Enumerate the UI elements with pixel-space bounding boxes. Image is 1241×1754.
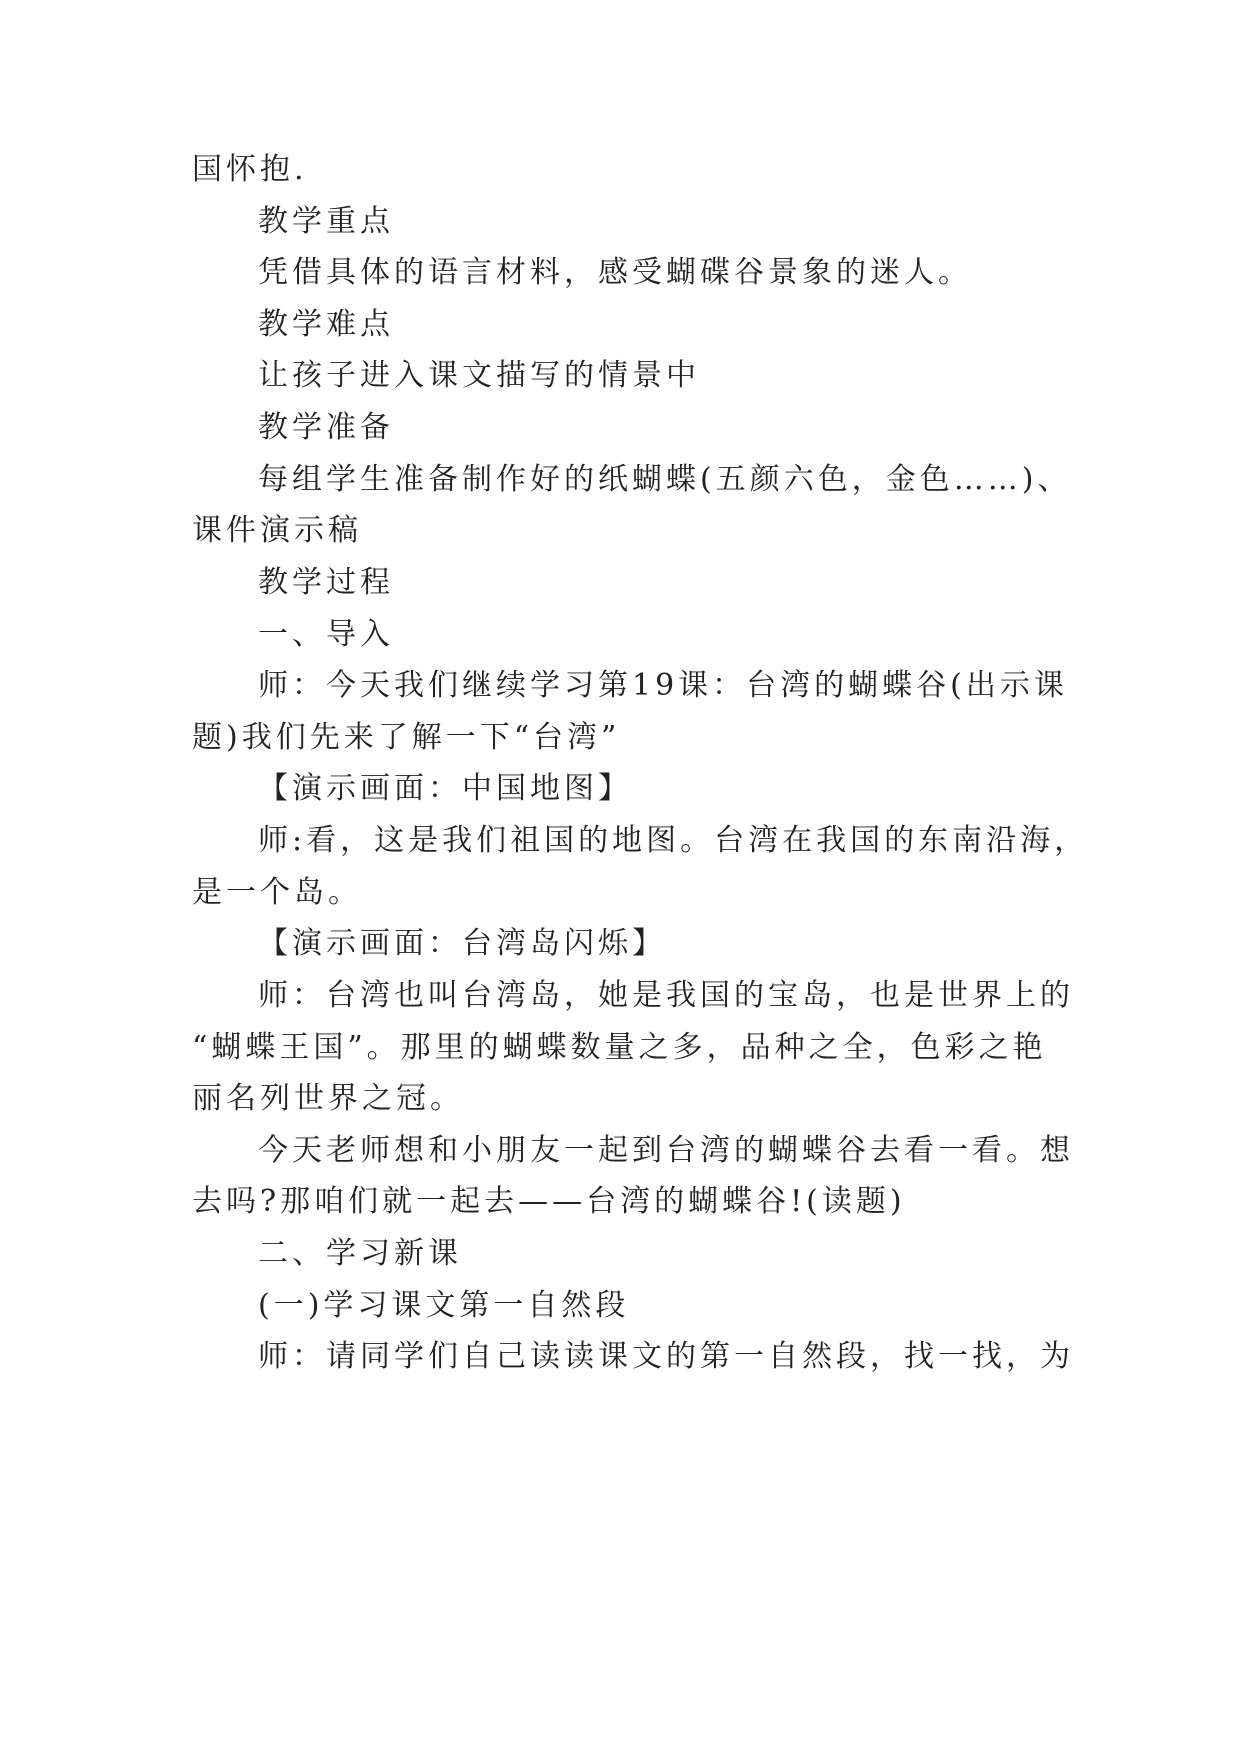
section-heading: 教学难点 bbox=[258, 307, 394, 342]
text-line: 是一个岛。 bbox=[192, 875, 362, 910]
text-line: 今天老师想和小朋友一起到台湾的蝴蝶谷去看一看。想 bbox=[258, 1133, 1074, 1168]
text-line: 课件演示稿 bbox=[192, 513, 362, 548]
text-line: 国怀抱. bbox=[192, 152, 308, 187]
section-heading: 一、导入 bbox=[258, 617, 394, 652]
text-line: 师：台湾也叫台湾岛，她是我国的宝岛，也是世界上的 bbox=[258, 978, 1074, 1013]
text-line: 凭借具体的语言材料，感受蝴碟谷景象的迷人。 bbox=[258, 255, 972, 290]
text-line: 丽名列世界之冠。 bbox=[192, 1081, 464, 1116]
text-line: 师：今天我们继续学习第19课：台湾的蝴蝶谷(出示课 bbox=[258, 668, 1068, 703]
text-line: 题)我们先来了解一下“台湾” bbox=[192, 720, 621, 755]
text-line: 师：请同学们自己读读课文的第一自然段，找一找，为 bbox=[258, 1339, 1074, 1374]
section-heading: 教学重点 bbox=[258, 204, 394, 239]
text-line: 去吗?那咱们就一起去——台湾的蝴蝶谷!(读题) bbox=[192, 1184, 906, 1219]
text-line: (一)学习课文第一自然段 bbox=[258, 1288, 630, 1323]
text-line: 师:看，这是我们祖国的地图。台湾在我国的东南沿海， bbox=[258, 823, 1089, 858]
text-line: 【演示画面：台湾岛闪烁】 bbox=[258, 926, 666, 961]
text-line: 【演示画面：中国地图】 bbox=[258, 771, 632, 806]
text-line: 让孩子进入课文描写的情景中 bbox=[258, 358, 700, 393]
text-line: 每组学生准备制作好的纸蝴蝶(五颜六色，金色……)、 bbox=[258, 462, 1072, 497]
text-line: “蝴蝶王国”。那里的蝴蝶数量之多，品种之全，色彩之艳 bbox=[192, 1030, 1047, 1065]
section-heading: 教学准备 bbox=[258, 410, 394, 445]
section-heading: 二、学习新课 bbox=[258, 1236, 462, 1271]
section-heading: 教学过程 bbox=[258, 565, 394, 600]
